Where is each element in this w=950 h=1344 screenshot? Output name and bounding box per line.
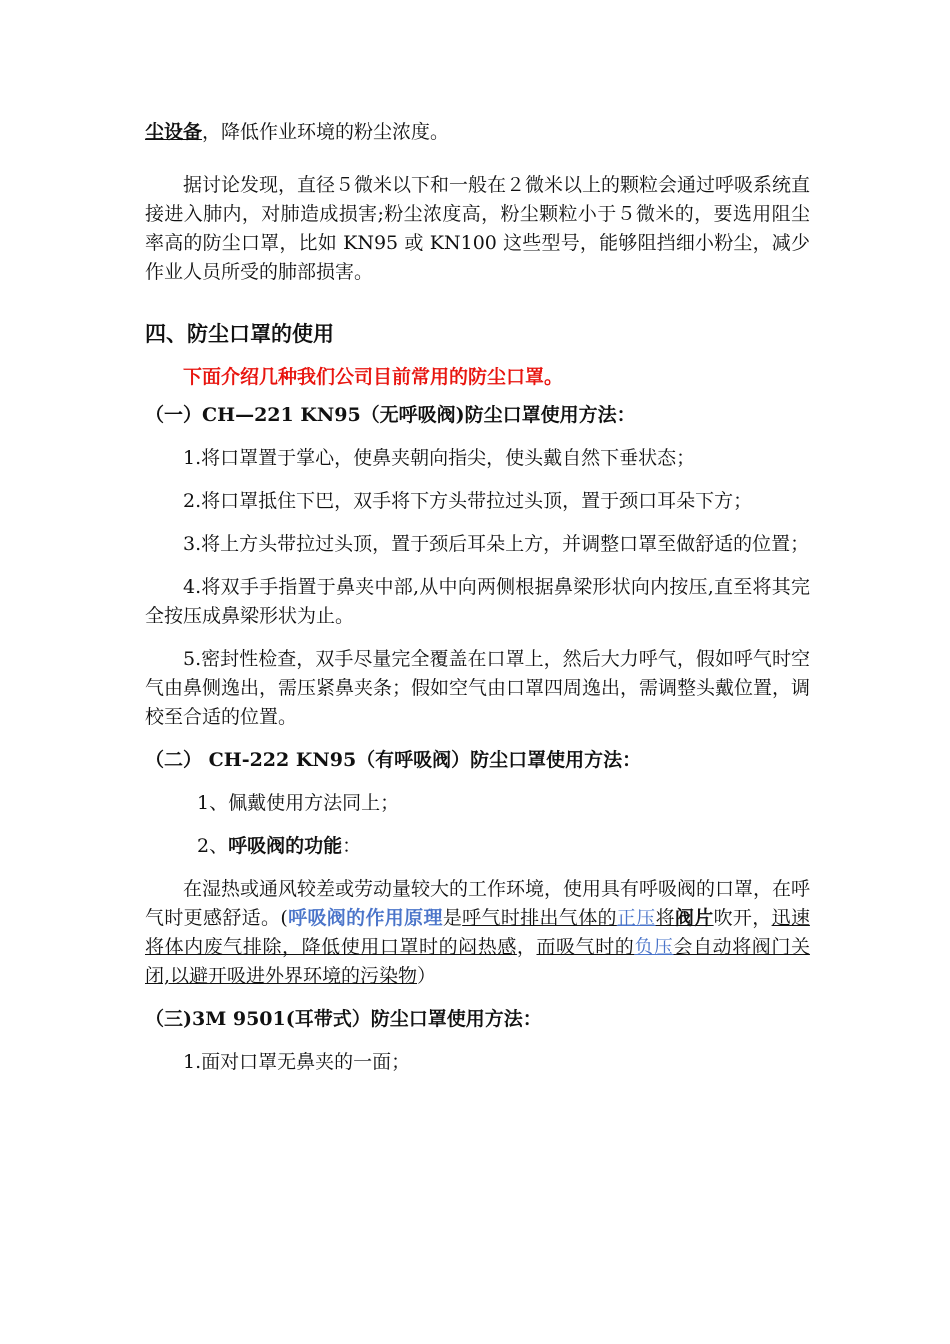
mask1-step-1: 1.将口罩置于掌心，使鼻夹朝向指尖，使头戴自然下垂状态； <box>183 447 696 469</box>
mask1-step-2: 2.将口罩抵住下巴，双手将下方头带拉过头顶，置于颈口耳朵下方； <box>183 490 753 512</box>
valve-principle-term: 呼吸阀的作用原理 <box>287 907 443 929</box>
valve-text-1: 在湿热或通风较差或劳动量较大的工作环境，使用具有呼吸阀的口罩，在呼气时更感舒适。( <box>145 878 811 929</box>
valve-function-label: 呼吸阀的功能 <box>228 835 343 857</box>
positive-pressure-term: 正压 <box>616 907 656 929</box>
mask2-item-1: 1、佩戴使用方法同上； <box>197 792 400 814</box>
paragraph-discussion: 据讨论发现，直径５微米以下和一般在２微米以上的颗粒会通过呼吸系统直接进入肺内，对肺造成损害;粉尘浓度高，粉尘颗粒小于５微米的，要选用阻尘率高的防尘口罩，比如 KN95 或 KN100 这些型号，能够阻挡细小粉尘，减少作业人员所受的肺部损害。 <box>145 174 811 283</box>
valve-text-9: 迅速将体内废气排除，降低使用口罩时的闷热感 <box>145 907 810 958</box>
valve-text-6: 将 <box>655 907 675 929</box>
paragraph-dust-equipment <box>145 118 810 147</box>
mask3-title: （三)3M 9501(耳带式）防尘口罩使用方法： <box>145 1008 542 1030</box>
valve-text-14: ） <box>417 965 437 987</box>
valve-text-11: 而吸气时的 <box>536 936 635 958</box>
underlined-term: 尘设备 <box>145 121 203 143</box>
mask2-title: （二） CH-222 KN95（有呼吸阀）防尘口罩使用方法： <box>145 749 642 771</box>
valve-text-13: 会自动将阀门关闭,以避开吸进外界环境的污染物 <box>145 936 810 987</box>
mask1-step-3: 3.将上方头带拉过头顶，置于颈后耳朵上方，并调整口罩至做舒适的位置； <box>183 533 810 555</box>
valve-text-4: 呼气时排出气体的 <box>462 907 617 929</box>
negative-pressure-term: 负压 <box>634 936 674 958</box>
paragraph-text: ，降低作业环境的粉尘浓度。 <box>202 121 450 143</box>
document-body <box>145 118 810 1077</box>
valve-text-10: ， <box>516 936 537 958</box>
mask3-step-1: 1.面对口罩无鼻夹的一面； <box>183 1051 411 1073</box>
valve-flap-term: 阀片 <box>674 907 714 929</box>
mask1-title: （一）CH—221 KN95（无呼吸阀)防尘口罩使用方法： <box>145 404 636 426</box>
section-heading: 四、防尘口罩的使用 <box>145 321 334 346</box>
item-number: 2、 <box>197 835 229 857</box>
mask1-step-5: 5.密封性检查，双手尽量完全覆盖在口罩上，然后大力呼气，假如呼气时空气由鼻侧逸出，需压紧鼻夹条；假如空气由口罩四周逸出，需调整头戴位置，调校至合适的位置。 <box>145 648 811 728</box>
mask2-item-2 <box>145 832 810 861</box>
red-note: 下面介绍几种我们公司目前常用的防尘口罩。 <box>183 366 564 388</box>
mask1-step-4: 4.将双手手指置于鼻夹中部,从中向两侧根据鼻梁形状向内按压,直至将其完全按压成鼻梁形状为止。 <box>145 576 810 627</box>
valve-text-8: 吹开， <box>713 907 772 929</box>
item-colon: ： <box>342 835 362 857</box>
valve-text-3: 是 <box>442 907 463 929</box>
valve-paragraph <box>145 875 810 991</box>
